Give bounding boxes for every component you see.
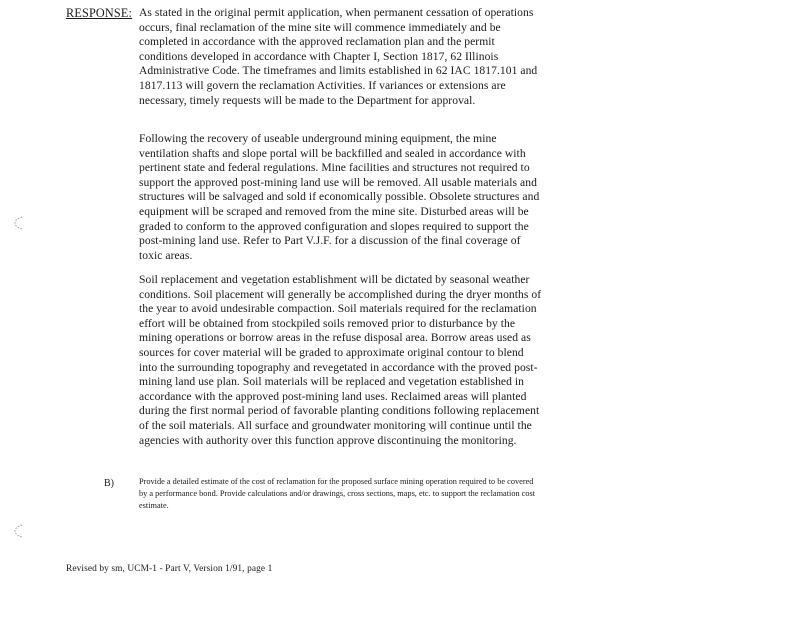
response-paragraph-2: Following the recovery of useable underground mining equipment, the mine ventilation shafts and slope portal will be backfilled and sealed in accordance with pertinent state and federal regulations. Mine facilities and structures not required to support the approved post-mining land use will be removed. All usable materials and structures will be salvaged and sold if economically possible. Obsolete structures and equipment will be scraped and removed from the mine site. Disturbed areas will be graded to conform to the approved configuration and slopes required to support the post-mining land use. Refer to Part V.J.F. for a discussion of the final coverage of toxic areas. xyxy=(139,132,540,262)
item-b-marker: B) xyxy=(104,478,114,489)
hole-punch-mark-icon xyxy=(12,523,26,539)
hole-punch-mark-icon xyxy=(12,215,26,231)
response-paragraph-1: As stated in the original permit application, when permanent cessation of operations occurs, final reclamation of the mine site will commence immediately and be completed in accordance with the approved reclamation plan and the permit conditions developed in accordance with Chapter I, Section 1817, 62 Illinois Administrative Code. The timeframes and limits established in 62 IAC 1817.101 and 1817.113 will govern the reclamation Activities. If variances or extensions are necessary, timely requests will be made to the Department for approval. xyxy=(139,6,538,107)
page-footer: Revised by sm, UCM-1 - Part V, Version 1/91, page 1 xyxy=(66,564,273,574)
response-paragraph-3: Soil replacement and vegetation establishment will be dictated by seasonal weather conditions. Soil placement will generally be accomplished during the dryer months of the year to avoid undesirable compaction. Soil materials required for the reclamation effort will be obtained from stockpiled soils removed prior to disturbance by the mining operations or borrow areas in the refuse disposal area. Borrow areas used as sources for cover material will be graded to approximate original contour to blend into the surrounding topography and revegetated in accordance with the proved post-mining land use plan. Soil materials will be replaced and vegetation established in accordance with the approved post-mining land uses. Reclaimed areas will planted during the first normal period of favorable planting conditions following replacement of the soil materials. All surface and groundwater monitoring will continue until the agencies with authority over this function approve discontinuing the monitoring. xyxy=(139,273,542,447)
item-b-question: Provide a detailed estimate of the cost of reclamation for the proposed surface mining operation required to be covered by a performance bond. Provide calculations and/or drawings, cross sections, maps, etc. to support the reclamation cost estimate. xyxy=(139,477,536,510)
response-label: RESPONSE: xyxy=(66,6,133,20)
